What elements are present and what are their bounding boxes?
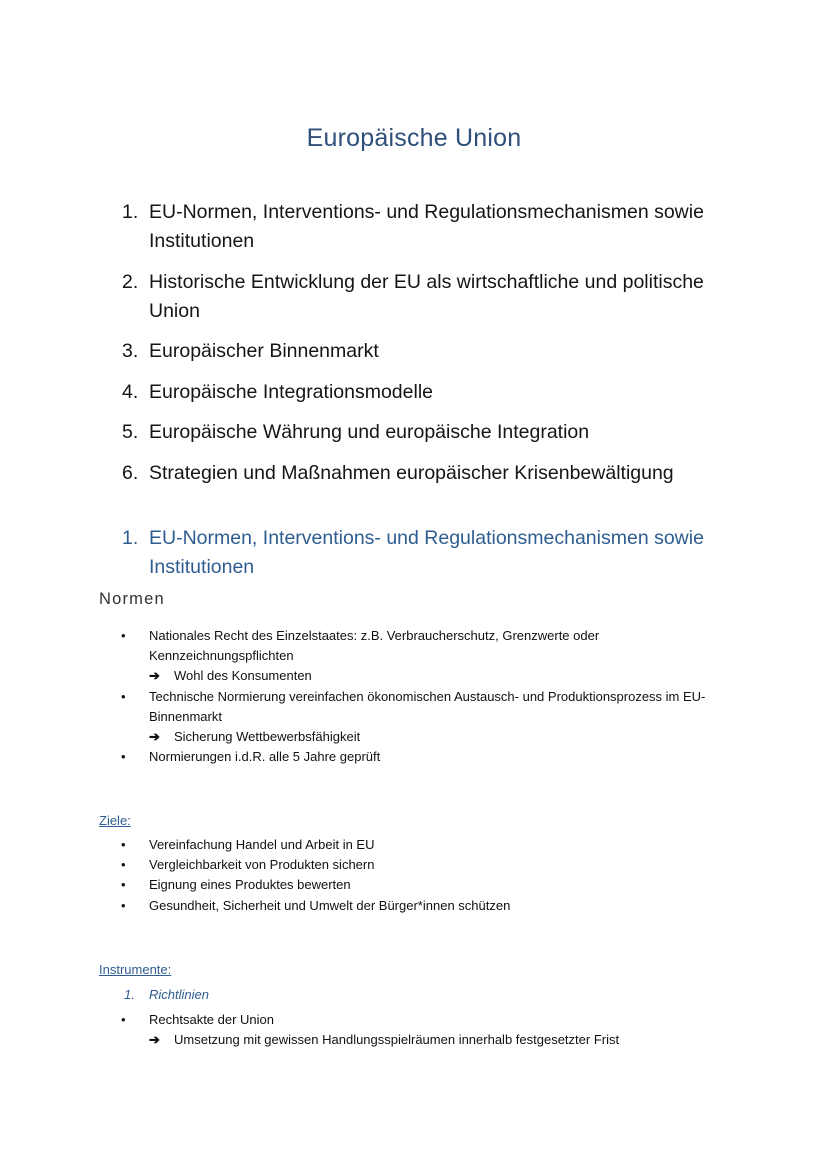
instrument-label: Richtlinien: [149, 987, 209, 1002]
document-title: Europäische Union: [306, 124, 522, 152]
arrow-right-icon: ➔: [149, 668, 160, 684]
arrow-item: [149, 727, 718, 747]
toc-item: [122, 337, 742, 366]
list-item: [118, 835, 718, 855]
toc-item: [122, 198, 742, 256]
toc-number: 5.: [122, 421, 139, 443]
toc-number: 4.: [122, 380, 139, 403]
toc-text: Europäische Integrationsmodelle: [149, 380, 434, 403]
toc-number: 2.: [122, 270, 139, 293]
toc-number: 6.: [122, 461, 139, 484]
list-item-text: Nationales Recht des Einzelstaates: z.B. Verbraucherschutz, Grenzwerte oder Kennzeichnungspflichten: [149, 628, 600, 664]
arrow-right-icon: ➔: [149, 729, 160, 745]
toc-item: [122, 418, 742, 447]
list-item: [118, 1010, 738, 1050]
section-number: 1.: [122, 527, 139, 549]
section-heading: [122, 524, 769, 582]
list-item: [118, 896, 718, 916]
list-item-text: Vergleichbarkeit von Produkten sichern: [149, 857, 375, 873]
toc-text: EU-Normen, Interventions- und Regulationsmechanismen sowie Institutionen: [149, 201, 704, 252]
bullet-icon: •: [121, 628, 126, 643]
arrow-item-text: Wohl des Konsumenten: [174, 668, 312, 684]
bullet-icon: •: [121, 688, 126, 704]
list-item-text: Technische Normierung vereinfachen ökonomischen Austausch- und Produktionsprozess im EU-Binnenmarkt: [149, 688, 706, 724]
list-item: [118, 626, 718, 687]
toc-number: 3.: [122, 340, 139, 362]
arrow-item: [149, 1030, 738, 1050]
list-item: [118, 855, 718, 875]
list-item-text: Vereinfachung Handel und Arbeit in EU: [149, 837, 375, 852]
bullet-icon: •: [121, 877, 126, 893]
section-heading-text: EU-Normen, Interventions- und Regulationsmechanismen sowie Institutionen: [149, 527, 704, 578]
instrument-heading: [124, 987, 209, 1002]
bullet-icon: •: [121, 837, 126, 852]
list-item: [118, 687, 718, 748]
list-item: [118, 875, 718, 895]
toc-text: Historische Entwicklung der EU als wirtschaftliche und politische Union: [149, 270, 704, 322]
list-item-text: Eignung eines Produktes bewerten: [149, 877, 351, 893]
normen-list: [118, 626, 718, 767]
list-item-text: Rechtsakte der Union: [149, 1012, 275, 1027]
arrow-item-text: Umsetzung mit gewissen Handlungsspielräumen innerhalb festgesetzter Frist: [174, 1032, 620, 1048]
bullet-icon: •: [121, 897, 126, 913]
list-item: [118, 747, 718, 767]
list-item-text: Gesundheit, Sicherheit und Umwelt der Bürger*innen schützen: [149, 897, 511, 913]
toc-item: [122, 378, 742, 407]
instrument-number: 1.: [124, 987, 135, 1002]
ziele-list: [118, 835, 718, 916]
arrow-item-text: Sicherung Wettbewerbsfähigkeit: [174, 729, 361, 745]
list-item-text: Normierungen i.d.R. alle 5 Jahre geprüft: [149, 749, 381, 765]
toc-item: [122, 459, 742, 488]
bullet-icon: •: [121, 749, 126, 765]
arrow-right-icon: ➔: [149, 1032, 160, 1048]
toc-text: Europäischer Binnenmarkt: [149, 340, 379, 362]
instrument-list: [118, 1010, 738, 1050]
subheading-normen: Normen: [99, 590, 165, 608]
instrumente-label: Instrumente:: [99, 962, 172, 977]
bullet-icon: •: [121, 1012, 126, 1027]
toc-text: Europäische Währung und europäische Integration: [149, 421, 590, 443]
toc-item: [122, 268, 742, 326]
bullet-icon: •: [121, 857, 126, 873]
table-of-contents: [122, 198, 742, 499]
toc-text: Strategien und Maßnahmen europäischer Krisenbewältigung: [149, 461, 674, 484]
toc-number: 1.: [122, 201, 139, 223]
arrow-item: [149, 666, 718, 686]
ziele-label: Ziele:: [99, 813, 131, 828]
